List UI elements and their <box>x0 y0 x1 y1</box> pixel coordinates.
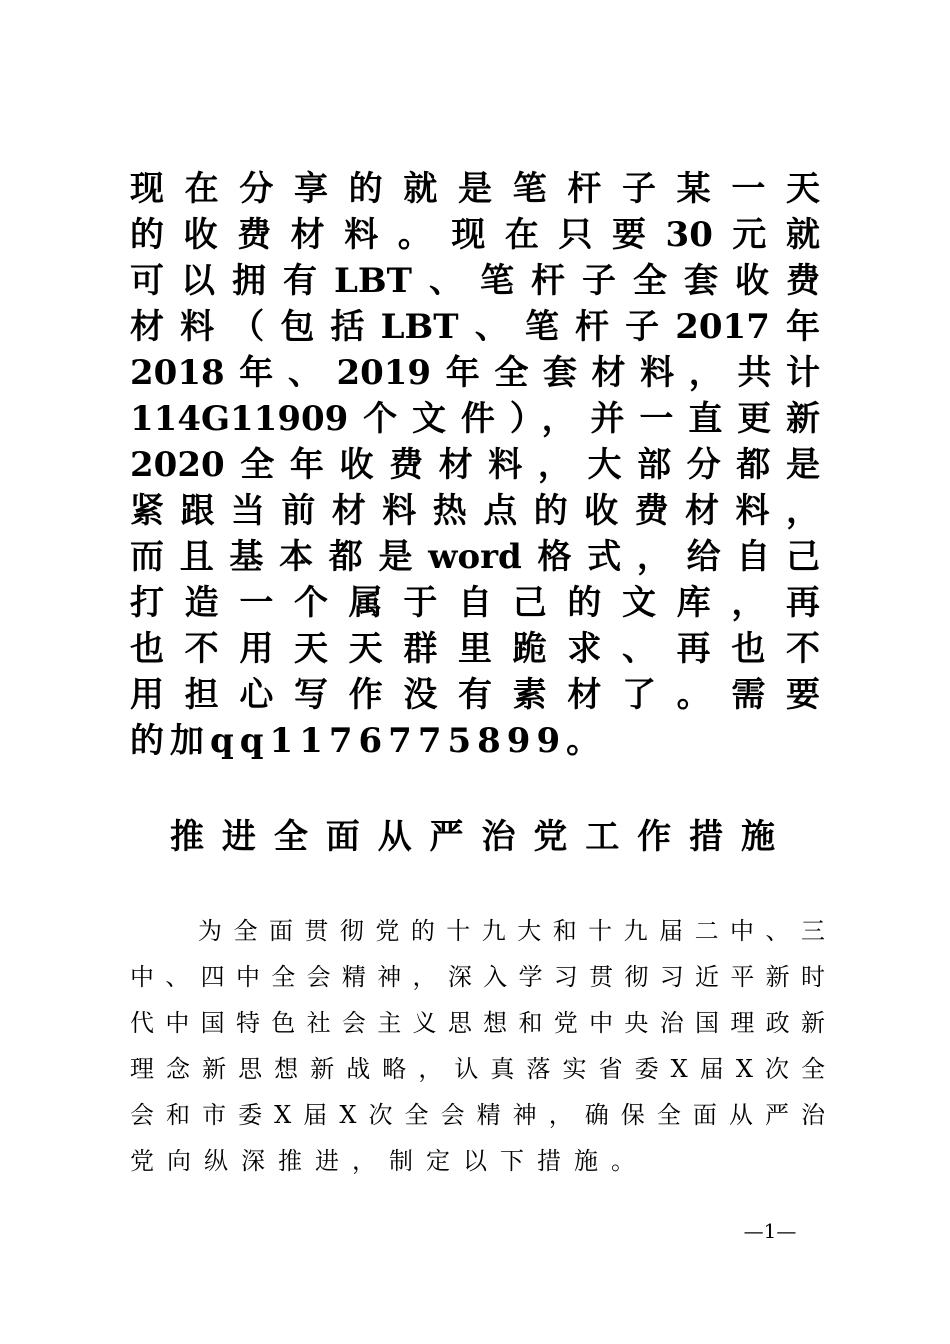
promo-line-8: 紧跟当前材料热点的收费材料， <box>130 491 820 531</box>
body-line-4: 理念新思想新战略，认真落实省委X届X次全 <box>130 1055 825 1083</box>
body-line-5: 会和市委X届X次全会精神，确保全面从严治 <box>130 1101 825 1129</box>
promo-line-10: 打造一个属于自己的文库，再 <box>130 583 820 623</box>
document-title: 推进全面从严治党工作措施 <box>170 817 775 857</box>
promo-line-11: 也不用天天群里跪求、再也不 <box>130 629 820 669</box>
body-paragraph <box>130 908 825 1184</box>
promo-line-4: 材料（包括LBT、笔杆子2017年 <box>130 307 820 347</box>
promo-line-9: 而且基本都是word格式，给自己 <box>130 537 820 577</box>
promo-line-13: 的加qq1176775899。 <box>130 721 607 761</box>
body-line-6: 党向纵深推进，制定以下措施。 <box>130 1147 648 1175</box>
promo-line-6: 114G11909个文件），并一直更新 <box>130 399 820 439</box>
promo-line-2: 的收费材料。现在只要30元就 <box>130 215 820 255</box>
body-line-2: 中、四中全会精神，深入学习贯彻习近平新时 <box>130 963 825 991</box>
promo-line-7: 2020全年收费材料，大部分都是 <box>130 445 820 485</box>
body-line-1: 为全面贯彻党的十九大和十九届二中、三 <box>198 917 825 945</box>
page-number: —1— <box>743 1219 797 1243</box>
promo-line-5: 2018年、2019年全套材料，共计 <box>130 353 820 393</box>
body-line-3: 代中国特色社会主义思想和党中央治国理政新 <box>130 1009 825 1037</box>
promo-line-1: 现在分享的就是笔杆子某一天 <box>130 169 820 209</box>
promo-line-12: 用担心写作没有素材了。需要 <box>130 675 820 715</box>
promo-line-3: 可以拥有LBT、笔杆子全套收费 <box>130 261 820 301</box>
promo-paragraph <box>130 166 820 764</box>
